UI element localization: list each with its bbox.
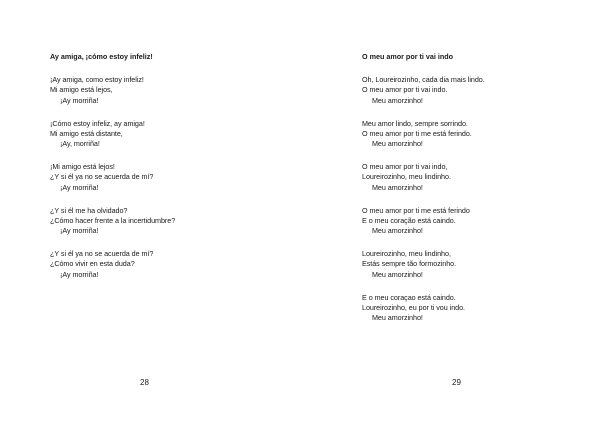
poem-line: ¿Y si él ya no se acuerda de mí? [50, 249, 154, 259]
page-number: 28 [140, 378, 149, 387]
poem-title: Ay amiga, ¡cómo estoy infeliz! [50, 52, 153, 61]
poem-title: O meu amor por ti vai indo [362, 52, 454, 61]
poem-refrain: Meu amorzinho! [372, 182, 423, 192]
poem-line: O meu amor por ti me está ferindo [362, 205, 470, 215]
poem-line: O meu amor por ti vai indo, [362, 162, 448, 172]
stanza [362, 119, 592, 150]
poem-line: ¿Y si él ya no se acuerda de mí? [50, 172, 154, 182]
right-page [300, 0, 600, 425]
poem-line: ¡Cómo estoy infeliz, ay amiga! [50, 118, 145, 128]
poem-refrain: ¡Ay, morriña! [60, 139, 100, 149]
stanza [362, 75, 592, 106]
stanza [362, 206, 592, 237]
poem-line: Loureirozinho, meu lindinho, [362, 249, 451, 259]
poem-left [50, 52, 280, 293]
poem-line: ¡Mi amigo está lejos! [50, 162, 115, 172]
poem-line: E o meu coraçao está caindo. [362, 292, 456, 302]
poem-line: ¿Y si él me ha olvidado? [50, 205, 128, 215]
stanza [50, 206, 280, 237]
poem-right [362, 52, 592, 336]
stanza [50, 119, 280, 150]
poem-refrain: Meu amorzinho! [372, 226, 423, 236]
stanza [362, 249, 592, 280]
stanza [362, 293, 592, 324]
poem-refrain: ¡Ay morriña! [60, 95, 99, 105]
poem-refrain: ¡Ay morriña! [60, 269, 99, 279]
stanza [50, 75, 280, 106]
poem-refrain: ¡Ay morriña! [60, 226, 99, 236]
poem-line: Estás sempre tão formozinho. [362, 259, 457, 269]
poem-line: O meu amor por ti vai indo. [362, 85, 448, 95]
stanza [362, 162, 592, 193]
poem-refrain: ¡Ay morriña! [60, 182, 99, 192]
poem-refrain: Meu amorzinho! [372, 269, 423, 279]
poem-line: Mi amigo está lejos, [50, 85, 113, 95]
poem-line: Oh, Loureirozinho, cada dia mais lindo. [362, 75, 485, 84]
poem-line: O meu amor por ti me está ferindo. [362, 128, 472, 138]
stanza [50, 162, 280, 193]
poem-line: Loureirozinho, meu lindinho. [362, 172, 451, 182]
poem-line: ¿Cómo vivir en esta duda? [50, 259, 135, 269]
poem-refrain: Meu amorzinho! [372, 139, 423, 149]
poem-line: Mi amigo está distante, [50, 128, 123, 138]
stanza [50, 249, 280, 280]
poem-line: ¡Ay amiga, como estoy infeliz! [50, 75, 144, 84]
poem-refrain: Meu amorzinho! [372, 313, 423, 323]
poem-line: ¿Cómo hacer frente a la incertidumbre? [50, 215, 176, 225]
poem-line: Meu amor lindo, sempre sorrindo. [362, 118, 468, 128]
poem-refrain: Meu amorzinho! [372, 95, 423, 105]
poem-line: Loureirozinho, eu por ti vou indo. [362, 302, 465, 312]
page-number: 29 [452, 378, 461, 387]
poem-line: E o meu coração está caindo. [362, 215, 456, 225]
